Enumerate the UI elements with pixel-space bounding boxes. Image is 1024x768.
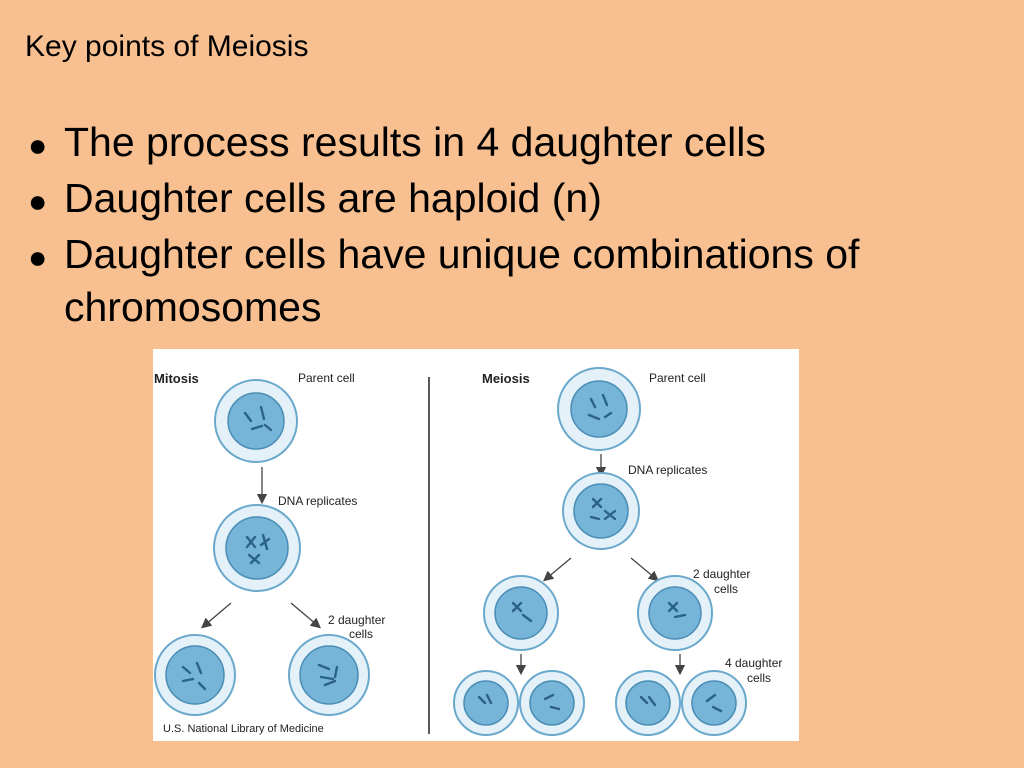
cell-mitosis-daughter-2 xyxy=(289,635,369,715)
meiosis-two-daughters-label-2: cells xyxy=(714,582,739,596)
meiosis-two-daughters-label-1: 2 daughter xyxy=(693,567,751,581)
cell-meiosis-final-1 xyxy=(454,671,518,735)
bullet-item xyxy=(28,116,988,172)
bullet-text: The process results in 4 daughter cells xyxy=(64,119,766,165)
mitosis-meiosis-diagram xyxy=(153,349,799,741)
bullet-item xyxy=(28,172,988,228)
arrow-down-right-icon xyxy=(291,603,317,625)
slide-title: Key points of Meiosis xyxy=(25,30,309,63)
bullet-text: Daughter cells are haploid (n) xyxy=(64,175,602,221)
meiosis-four-daughters-label-2: cells xyxy=(747,671,772,685)
cell-nucleus xyxy=(226,517,288,579)
cell-nucleus xyxy=(571,381,627,437)
meiosis-four-daughters-label-1: 4 daughter xyxy=(725,656,783,670)
arrow-down-left-icon xyxy=(547,558,571,578)
cell-meiosis-final-2 xyxy=(520,671,584,735)
cell-nucleus xyxy=(166,646,224,704)
mitosis-daughters-label-2: cells xyxy=(349,627,374,641)
cell-meiosis-final-4 xyxy=(682,671,746,735)
cell-nucleus xyxy=(228,393,284,449)
source-credit: U.S. National Library of Medicine xyxy=(163,723,324,735)
mitosis-replicates-label: DNA replicates xyxy=(278,494,358,508)
bullet-dot-icon: ● xyxy=(28,183,48,219)
meiosis-parent-label: Parent cell xyxy=(649,371,706,385)
bullet-dot-icon: ● xyxy=(28,127,48,163)
cell-meiosis-daughter-b xyxy=(638,576,712,650)
cell-nucleus xyxy=(495,587,547,639)
cell-meiosis-replicated xyxy=(563,473,639,549)
cell-mitosis-daughter-1 xyxy=(155,635,235,715)
cell-mitosis-parent xyxy=(215,380,297,462)
cell-nucleus xyxy=(692,681,736,725)
cell-nucleus xyxy=(574,484,628,538)
mitosis-parent-label: Parent cell xyxy=(298,371,355,385)
cell-mitosis-replicated xyxy=(214,505,300,591)
cell-meiosis-daughter-a xyxy=(484,576,558,650)
bullet-dot-icon: ● xyxy=(28,239,48,275)
diagram-canvas xyxy=(153,349,799,741)
bullet-item xyxy=(28,228,988,334)
arrow-down-left-icon xyxy=(205,603,231,625)
cell-nucleus xyxy=(649,587,701,639)
cell-meiosis-final-3 xyxy=(616,671,680,735)
mitosis-daughters-label-1: 2 daughter xyxy=(328,613,386,627)
meiosis-replicates-label: DNA replicates xyxy=(628,463,708,477)
bullet-list xyxy=(28,116,988,334)
arrow-down-right-icon xyxy=(631,558,655,578)
mitosis-heading: Mitosis xyxy=(154,371,199,386)
cell-nucleus xyxy=(300,646,358,704)
meiosis-heading: Meiosis xyxy=(482,371,530,386)
bullet-text: Daughter cells have unique combinations of chromosomes xyxy=(64,231,860,330)
cell-meiosis-parent xyxy=(558,368,640,450)
cell-nucleus xyxy=(530,681,574,725)
